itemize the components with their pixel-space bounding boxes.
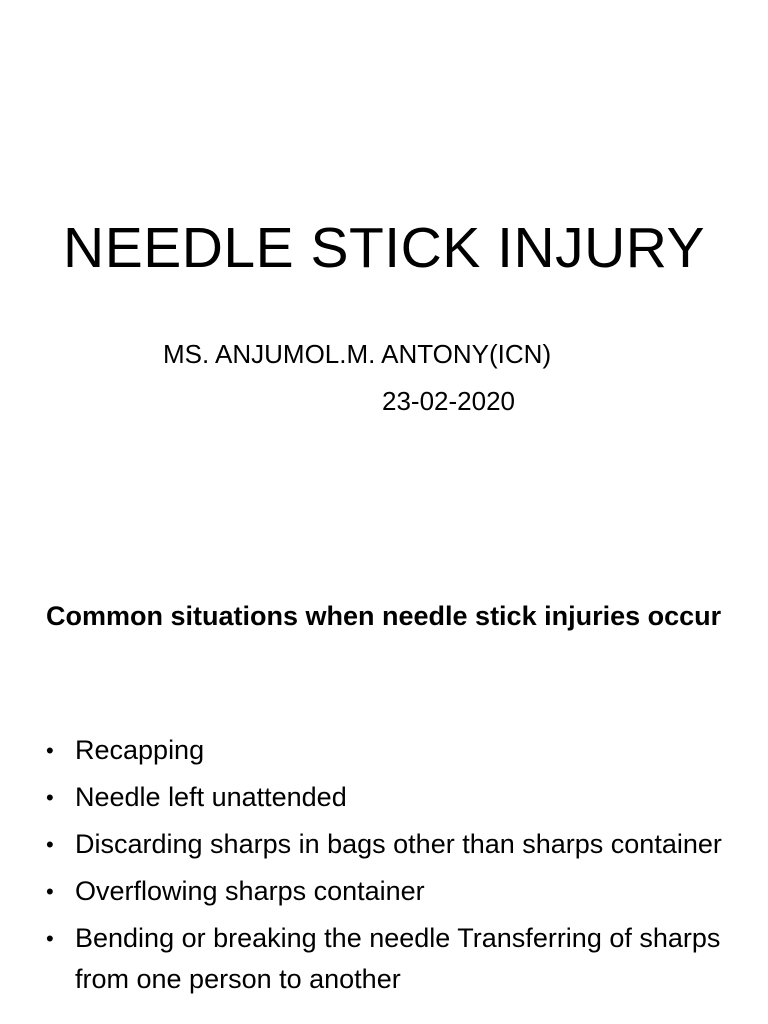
bullet-item xyxy=(46,730,736,771)
bullet-item xyxy=(46,824,736,865)
bullet-list xyxy=(46,730,736,1006)
presenter-name: MS. ANJUMOL.M. ANTONY(ICN) xyxy=(163,339,552,369)
bullet-text: Overflowing sharps container xyxy=(75,876,425,906)
bullet-icon: • xyxy=(46,738,54,763)
bullet-item xyxy=(46,918,736,1000)
bullet-item xyxy=(46,871,736,912)
bullet-item xyxy=(46,777,736,818)
bullet-text: Needle left unattended xyxy=(75,782,347,812)
slide-heading: Common situations when needle stick injuries occur xyxy=(46,601,722,631)
bullet-icon: • xyxy=(46,879,54,904)
presentation-date: 23-02-2020 xyxy=(382,386,515,416)
content-slide xyxy=(0,576,768,1024)
slide-title: NEEDLE STICK INJURY xyxy=(63,216,705,280)
bullet-icon: • xyxy=(46,926,54,951)
bullet-text: Discarding sharps in bags other than sharps container xyxy=(75,829,722,859)
bullet-text: Bending or breaking the needle Transferring of sharps from one person to another xyxy=(75,923,721,994)
bullet-icon: • xyxy=(46,832,54,857)
bullet-text: Recapping xyxy=(75,735,205,765)
bullet-icon: • xyxy=(46,785,54,810)
